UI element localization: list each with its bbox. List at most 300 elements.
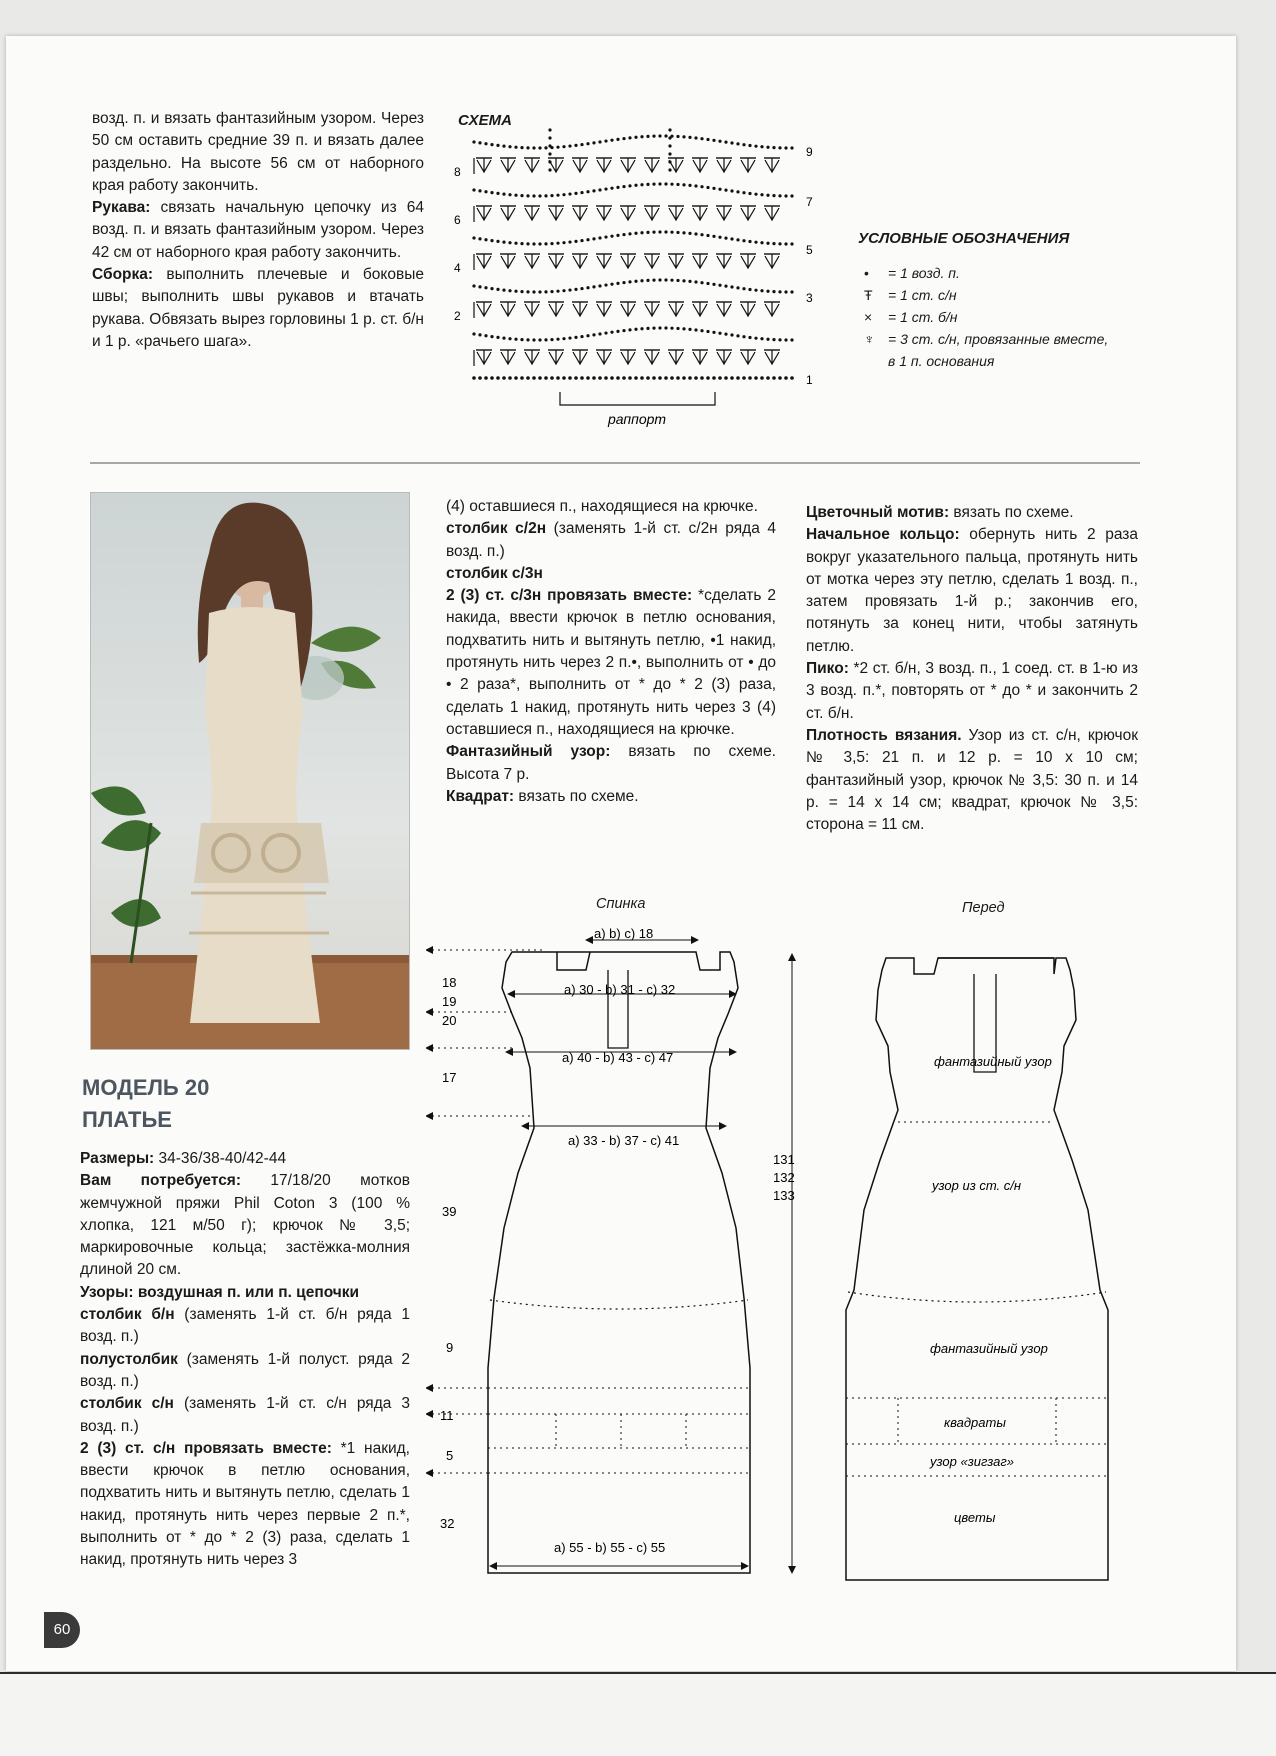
schema-mark — [717, 206, 731, 220]
schema-mark — [477, 158, 491, 172]
schema-mark — [712, 235, 715, 238]
schema-mark — [670, 231, 673, 234]
schema-mark — [741, 206, 755, 220]
schema-mark — [490, 143, 493, 146]
schema-mark — [784, 338, 787, 341]
dc-together-paragraph: 2 (3) ст. с/н провязать вместе: *1 накид, ввести крючок в петлю основания, подхватить нить и вытянуть петлю, сделать 1 накид, протянуть нить через первые 2 п.*, выполнить от * до * 2 (3) раза, сделать 1 накид, протянуть нить через 3 — [80, 1439, 410, 1569]
schema-mark — [790, 290, 793, 293]
schema-mark — [658, 182, 661, 185]
schema-mark — [514, 194, 517, 197]
front-zone-squares: квадраты — [944, 1415, 1006, 1430]
schema-mark — [790, 338, 793, 341]
schema-mark — [646, 327, 649, 330]
schema-mark — [736, 190, 739, 193]
schema-mark — [670, 376, 674, 380]
schema-mark — [621, 302, 635, 316]
schema-mark — [597, 158, 611, 172]
back-title: Спинка — [596, 896, 646, 912]
schema-mark — [616, 330, 619, 333]
schema-mark — [724, 237, 727, 240]
schema-mark — [628, 280, 631, 283]
schema-mark — [640, 279, 643, 282]
schema-mark — [628, 328, 631, 331]
schema-mark — [700, 281, 703, 284]
schema-mark — [718, 140, 721, 143]
stitch-schema — [440, 120, 820, 430]
sleeves-paragraph: Рукава: связать начальную цепочку из 64 возд. п. и вязать фантазийным узором. Через 42 см от наборного края работу закончить. — [92, 199, 424, 261]
schema-mark — [676, 327, 679, 330]
schema-mark — [478, 285, 481, 288]
assembly-paragraph: Сборка: выполнить плечевые и боковые швы; выполнить швы рукавов и втачать рукава. Обвязать вырез горловины 1 р. ст. б/н и 1 р. «рачьего шага». — [92, 266, 424, 350]
schema-mark — [784, 376, 788, 380]
schema-mark — [717, 350, 731, 364]
schema-mark — [765, 158, 779, 172]
schema-mark — [730, 141, 733, 144]
schema-mark — [724, 333, 727, 336]
schema-mark — [658, 134, 661, 137]
back-num-39: 39 — [442, 1204, 457, 1219]
back-num-5: 5 — [446, 1448, 454, 1463]
schema-mark — [549, 206, 563, 220]
schema-mark — [778, 242, 781, 245]
schema-mark — [634, 232, 637, 235]
schema-mark — [784, 242, 787, 245]
schema-mark — [484, 142, 487, 145]
schema-mark — [616, 138, 619, 141]
schema-mark — [760, 241, 763, 244]
schema-mark — [550, 194, 553, 197]
schema-mark — [706, 234, 709, 237]
schema-mark — [668, 136, 671, 139]
schema-mark — [496, 144, 499, 147]
schema-mark — [640, 183, 643, 186]
schema-mark — [472, 236, 475, 239]
schema-mark — [604, 235, 607, 238]
schema-mark — [766, 194, 769, 197]
schema-mark — [610, 235, 613, 238]
schema-mark — [645, 350, 659, 364]
schema-mark — [742, 191, 745, 194]
back-num-133: 133 — [773, 1188, 795, 1203]
model-title — [82, 1072, 209, 1136]
schema-marks — [472, 128, 794, 379]
schema-mark — [526, 194, 529, 197]
schema-mark — [760, 289, 763, 292]
schema-mark — [717, 302, 731, 316]
schema-mark — [730, 237, 733, 240]
schema-mark — [610, 283, 613, 286]
schema-mark — [573, 158, 587, 172]
schema-mark — [645, 254, 659, 268]
schema-mark — [520, 146, 523, 149]
schema-mark — [604, 283, 607, 286]
schema-mark — [490, 376, 494, 380]
schema-mark — [548, 128, 551, 131]
schema-mark — [562, 289, 565, 292]
back-schematic — [426, 918, 816, 1588]
schema-mark — [693, 158, 707, 172]
schema-mark — [664, 230, 667, 233]
schema-mark — [778, 146, 781, 149]
schema-mark — [712, 283, 715, 286]
schema-mark — [766, 242, 769, 245]
schema-mark — [700, 376, 704, 380]
schema-mark — [652, 183, 655, 186]
front-zone-zigzag: узор «зигзаг» — [930, 1454, 1015, 1469]
schema-mark — [544, 146, 547, 149]
schema-mark — [532, 242, 535, 245]
model-number: МОДЕЛЬ 20 — [82, 1075, 210, 1100]
schema-mark — [580, 143, 583, 146]
schema-mark — [668, 128, 671, 131]
schema-mark — [706, 186, 709, 189]
schema-mark — [645, 302, 659, 316]
schema-mark — [544, 376, 548, 380]
schema-mark — [525, 254, 539, 268]
schema-mark — [525, 350, 539, 364]
schema-mark — [621, 206, 635, 220]
schema-row-right: 9 — [806, 145, 813, 159]
schema-mark — [668, 152, 671, 155]
schema-mark — [490, 191, 493, 194]
schema-mark — [532, 338, 535, 341]
continuation-paragraph: (4) оставшиеся п., находящиеся на крючке. — [446, 498, 758, 515]
schema-mark — [748, 376, 752, 380]
schema-mark — [520, 290, 523, 293]
model-type: ПЛАТЬЕ — [82, 1107, 172, 1132]
schema-mark — [562, 241, 565, 244]
schema-mark — [621, 254, 635, 268]
schema-mark — [604, 331, 607, 334]
schema-mark — [574, 376, 578, 380]
schema-mark — [622, 281, 625, 284]
schema-mark — [525, 206, 539, 220]
schema-mark — [580, 239, 583, 242]
legend-item-cluster: ♆ = 3 ст. с/н, провязанные вместе, в 1 п. основания — [858, 328, 1118, 372]
schema-mark — [622, 137, 625, 140]
schema-mark — [682, 183, 685, 186]
schema-mark — [598, 332, 601, 335]
materials-paragraph: Вам потребуется: 17/18/20 мотков жемчужной пряжи Phil Coton 3 (100 % хлопка, 121 м/50 г); крючок № 3,5; маркировочные кольца; застёжка-молния длиной 20 см. — [80, 1172, 410, 1279]
schema-mark — [556, 376, 560, 380]
schema-mark — [760, 337, 763, 340]
schema-mark — [586, 286, 589, 289]
bottom-strip — [0, 1672, 1276, 1756]
schema-mark — [604, 139, 607, 142]
page-number: 60 — [44, 1612, 80, 1648]
schema-row-right: 1 — [806, 373, 813, 387]
schema-mark — [748, 144, 751, 147]
schema-mark — [538, 242, 541, 245]
schema-mark — [730, 189, 733, 192]
back-hem-measure: a) 55 - b) 55 - c) 55 — [554, 1540, 666, 1555]
schema-mark — [700, 233, 703, 236]
legend-title: УСЛОВНЫЕ ОБОЗНАЧЕНИЯ — [858, 230, 1070, 247]
schema-mark — [472, 284, 475, 287]
schema-mark — [568, 288, 571, 291]
schema-mark — [610, 139, 613, 142]
legend-item-chain: • = 1 возд. п. — [858, 262, 1118, 284]
schema-mark — [754, 376, 758, 380]
schema-mark — [718, 236, 721, 239]
schema-mark — [790, 194, 793, 197]
schema-mark — [628, 376, 632, 380]
schema-mark — [706, 138, 709, 141]
front-zone-dc: узор из ст. с/н — [932, 1178, 1022, 1193]
schema-mark — [664, 134, 667, 137]
schema-mark — [514, 376, 518, 380]
schema-mark — [472, 376, 476, 380]
schema-mark — [586, 190, 589, 193]
sc-icon: × — [864, 309, 873, 325]
schema-mark — [754, 337, 757, 340]
schema-mark — [484, 286, 487, 289]
schema-mark — [621, 158, 635, 172]
schema-mark — [670, 327, 673, 330]
schema-mark — [508, 289, 511, 292]
patterns-heading: Узоры: воздушная п. или п. цепочки — [80, 1283, 360, 1301]
schema-mark — [766, 376, 770, 380]
schema-mark — [736, 334, 739, 337]
schema-mark — [778, 194, 781, 197]
back-bust-measure: a) 40 - b) 43 - c) 47 — [562, 1050, 674, 1065]
schema-mark — [525, 302, 539, 316]
chain-icon: • — [864, 265, 869, 281]
schema-mark — [538, 194, 541, 197]
schema-mark — [586, 376, 590, 380]
schema-mark — [693, 254, 707, 268]
schema-mark — [548, 160, 551, 163]
schema-mark — [730, 285, 733, 288]
front-outline — [846, 958, 1108, 1580]
schema-mark — [634, 280, 637, 283]
schema-mark — [741, 350, 755, 364]
schema-mark — [652, 231, 655, 234]
schema-mark — [748, 192, 751, 195]
schema-mark — [616, 186, 619, 189]
schema-mark — [724, 285, 727, 288]
schema-mark — [478, 189, 481, 192]
schema-mark — [640, 135, 643, 138]
schema-mark — [772, 146, 775, 149]
schema-mark — [668, 160, 671, 163]
schema-mark — [501, 158, 515, 172]
schema-row-left: 6 — [454, 213, 461, 227]
schema-mark — [544, 338, 547, 341]
schema-mark — [568, 240, 571, 243]
schema-mark — [532, 146, 535, 149]
schema-mark — [778, 338, 781, 341]
schema-mark — [700, 137, 703, 140]
schema-mark — [556, 146, 559, 149]
schema-mark — [724, 141, 727, 144]
schema-mark — [502, 144, 505, 147]
schema-mark — [784, 146, 787, 149]
schema-mark — [712, 376, 716, 380]
schema-mark — [520, 242, 523, 245]
back-num-19: 19 — [442, 994, 457, 1009]
schema-mark — [586, 238, 589, 241]
schema-mark — [549, 302, 563, 316]
schema-mark — [573, 302, 587, 316]
back-neck-measure: a) b) c) 18 — [594, 926, 654, 941]
back-num-9: 9 — [446, 1340, 454, 1355]
schema-mark — [544, 290, 547, 293]
schema-mark — [640, 376, 644, 380]
schema-mark — [597, 350, 611, 364]
schema-mark — [760, 193, 763, 196]
schema-mark — [790, 242, 793, 245]
schema-mark — [574, 240, 577, 243]
schema-mark — [676, 376, 680, 380]
schema-mark — [790, 376, 794, 380]
schema-mark — [478, 376, 482, 380]
schema-mark — [562, 376, 566, 380]
schema-mark — [598, 188, 601, 191]
schema-mark — [688, 280, 691, 283]
schema-mark — [592, 141, 595, 144]
schema-mark — [736, 286, 739, 289]
schema-mark — [484, 334, 487, 337]
schema-mark — [628, 184, 631, 187]
schema-mark — [724, 376, 728, 380]
schema-mark — [741, 302, 755, 316]
dtr-together-paragraph: 2 (3) ст. с/3н провязать вместе: *сделать 2 накида, ввести крючок в петлю основания, подхватить нить и вытянуть петлю, •1 накид, протянуть нить через 2 п.•, выполнить от • до • 2 раза*, выполнить от * до * 2 (3) раза, сделать 1 накид, протянуть нить через 3 (4) оставшиеся п., находящиеся на крючке. — [446, 587, 776, 738]
back-outline — [488, 952, 750, 1573]
schema-mark — [532, 290, 535, 293]
schema-mark — [646, 183, 649, 186]
schema-mark — [688, 232, 691, 235]
schema-mark — [574, 144, 577, 147]
schema-mark — [562, 193, 565, 196]
schema-mark — [706, 376, 710, 380]
schema-mark — [676, 231, 679, 234]
schema-mark — [718, 376, 722, 380]
schema-mark — [592, 237, 595, 240]
schema-mark — [772, 194, 775, 197]
schema-mark — [586, 142, 589, 145]
schema-mark — [597, 254, 611, 268]
schema-mark — [676, 135, 679, 138]
schema-mark — [766, 338, 769, 341]
front-zone-fancy-top: фантазийный узор — [934, 1054, 1052, 1069]
schema-mark — [694, 376, 698, 380]
schema-mark — [658, 326, 661, 329]
legend-item-sc: × = 1 ст. б/н — [858, 306, 1118, 328]
schema-mark — [580, 287, 583, 290]
schema-mark — [670, 183, 673, 186]
schema-mark — [562, 145, 565, 148]
schema-mark — [610, 331, 613, 334]
schema-mark — [765, 206, 779, 220]
back-instructions-end: возд. п. и вязать фантазийным узором. Через 50 см оставить средние 39 п. и вязать далее раздельно. На высоте 56 см от наборного края работу закончить. — [92, 110, 424, 194]
gauge-paragraph: Плотность вязания. Узор из ст. с/н, крючок № 3,5: 21 п. и 12 р. = 10 х 10 см; фантазийный узор, крючок № 3,5: 30 п. и 14 р. = 14 х 14 см; квадрат, крючок № 3,5: сторона = 11 см. — [806, 726, 1138, 834]
schema-mark — [712, 139, 715, 142]
schema-mark — [556, 194, 559, 197]
schema-mark — [730, 333, 733, 336]
schema-mark — [526, 290, 529, 293]
schema-mark — [741, 158, 755, 172]
square-paragraph: Квадрат: вязать по схеме. — [446, 787, 639, 805]
schema-mark — [676, 279, 679, 282]
schema-row-right: 5 — [806, 243, 813, 257]
schema-mark — [724, 189, 727, 192]
schema-mark — [568, 192, 571, 195]
schema-mark — [668, 168, 671, 171]
schema-mark — [760, 376, 764, 380]
materials-text — [80, 1148, 410, 1572]
schema-mark — [574, 288, 577, 291]
schema-row-left: 2 — [454, 309, 461, 323]
cluster-icon: ♆ — [864, 331, 875, 347]
schema-mark — [580, 376, 584, 380]
schema-mark — [741, 254, 755, 268]
schema-mark — [550, 338, 553, 341]
schema-mark — [694, 280, 697, 283]
schema-mark — [669, 302, 683, 316]
schema-mark — [574, 192, 577, 195]
schema-mark — [645, 206, 659, 220]
middle-text — [446, 496, 776, 808]
back-shoulder-measure: a) 30 - b) 31 - c) 32 — [564, 982, 676, 997]
schema-mark — [526, 338, 529, 341]
schema-mark — [477, 254, 491, 268]
schema-mark — [598, 140, 601, 143]
schema-mark — [508, 193, 511, 196]
schema-mark — [568, 144, 571, 147]
schema-mark — [616, 234, 619, 237]
schema-mark — [778, 376, 782, 380]
schema-mark — [712, 187, 715, 190]
flower-paragraph: Цветочный мотив: вязать по схеме. — [806, 504, 1074, 521]
photo-illustration — [91, 493, 409, 1049]
schema-row-left: 4 — [454, 261, 461, 275]
schema-mark — [772, 338, 775, 341]
schema-mark — [502, 240, 505, 243]
schema-mark — [592, 285, 595, 288]
top-left-text — [92, 108, 424, 353]
schema-mark — [760, 145, 763, 148]
schema-mark — [718, 188, 721, 191]
schema-mark — [538, 338, 541, 341]
schema-mark — [514, 146, 517, 149]
schema-mark — [508, 337, 511, 340]
schema-mark — [502, 288, 505, 291]
schema-mark — [508, 376, 512, 380]
schema-mark — [472, 188, 475, 191]
rapport-label: раппорт — [608, 411, 667, 427]
schema-mark — [478, 333, 481, 336]
schema-mark — [502, 192, 505, 195]
schema-mark — [501, 350, 515, 364]
schema-mark — [652, 376, 656, 380]
schema-mark — [736, 376, 740, 380]
schema-mark — [514, 290, 517, 293]
schema-mark — [634, 376, 638, 380]
fancy-pattern-paragraph: Фантазийный узор: вязать по схеме. Высота 7 р. — [446, 743, 776, 783]
section-divider — [90, 462, 1140, 464]
schema-mark — [520, 338, 523, 341]
schema-mark — [538, 146, 541, 149]
schema-mark — [640, 327, 643, 330]
schema-mark — [586, 334, 589, 337]
schema-mark — [478, 141, 481, 144]
schema-mark — [548, 136, 551, 139]
schema-mark — [562, 337, 565, 340]
schema-mark — [748, 288, 751, 291]
schema-mark — [694, 136, 697, 139]
schema-mark — [550, 290, 553, 293]
